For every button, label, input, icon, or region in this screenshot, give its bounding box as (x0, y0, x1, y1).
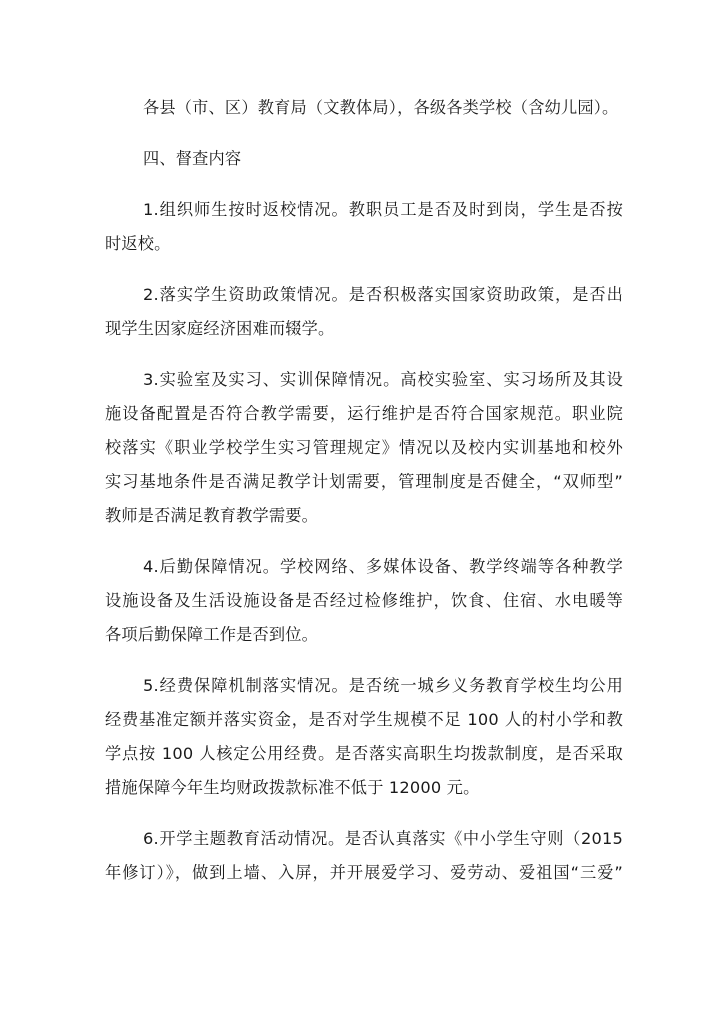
item-5-line-2: 经费基准定额并落实资金，是否对学生规模不足 100 人的村小学和教 (105, 710, 623, 729)
item-2-line-2: 现学生因家庭经济困难而辍学。 (105, 319, 335, 338)
item-6-line-1: 6.开学主题教育活动情况。是否认真落实《中小学生守则（2015 (143, 829, 623, 848)
section-heading: 四、督查内容 (143, 149, 242, 168)
item-3-line-2: 施设备配置是否符合教学需要，运行维护是否符合国家规范。职业院 (105, 404, 623, 423)
item-1-line-1: 1.组织师生按时返校情况。教职员工是否及时到岗，学生是否按 (143, 200, 623, 219)
item-3-line-4: 实习基地条件是否满足教学计划需要，管理制度是否健全，“双师型” (105, 472, 623, 491)
item-6-line-2: 年修订）》，做到上墙、入屏，并开展爱学习、爱劳动、爱祖国“三爱” (105, 863, 623, 882)
item-4-line-2: 设施设备及生活设施设备是否经过检修维护，饮食、住宿、水电暖等 (105, 591, 623, 610)
item-5-line-3: 学点按 100 人核定公用经费。是否落实高职生均拨款制度，是否采取 (105, 744, 623, 763)
item-4-line-3: 各项后勤保障工作是否到位。 (105, 625, 319, 644)
recipients-line: 各县（市、区）教育局（文教体局），各级各类学校（含幼儿园）。 (143, 98, 619, 117)
item-3-line-3: 校落实《职业学校学生实习管理规定》情况以及校内实训基地和校外 (105, 438, 623, 457)
item-3-line-5: 教师是否满足教育教学需要。 (105, 506, 319, 525)
item-2-line-1: 2.落实学生资助政策情况。是否积极落实国家资助政策，是否出 (143, 285, 623, 304)
item-4-line-1: 4.后勤保障情况。学校网络、多媒体设备、教学终端等各种教学 (143, 557, 623, 576)
item-3-line-1: 3.实验室及实习、实训保障情况。高校实验室、实习场所及其设 (143, 370, 623, 389)
item-1-line-2: 时返校。 (105, 234, 171, 253)
item-5-line-4: 措施保障今年生均财政拨款标准不低于 12000 元。 (105, 778, 480, 797)
item-5-line-1: 5.经费保障机制落实情况。是否统一城乡义务教育学校生均公用 (143, 676, 623, 695)
